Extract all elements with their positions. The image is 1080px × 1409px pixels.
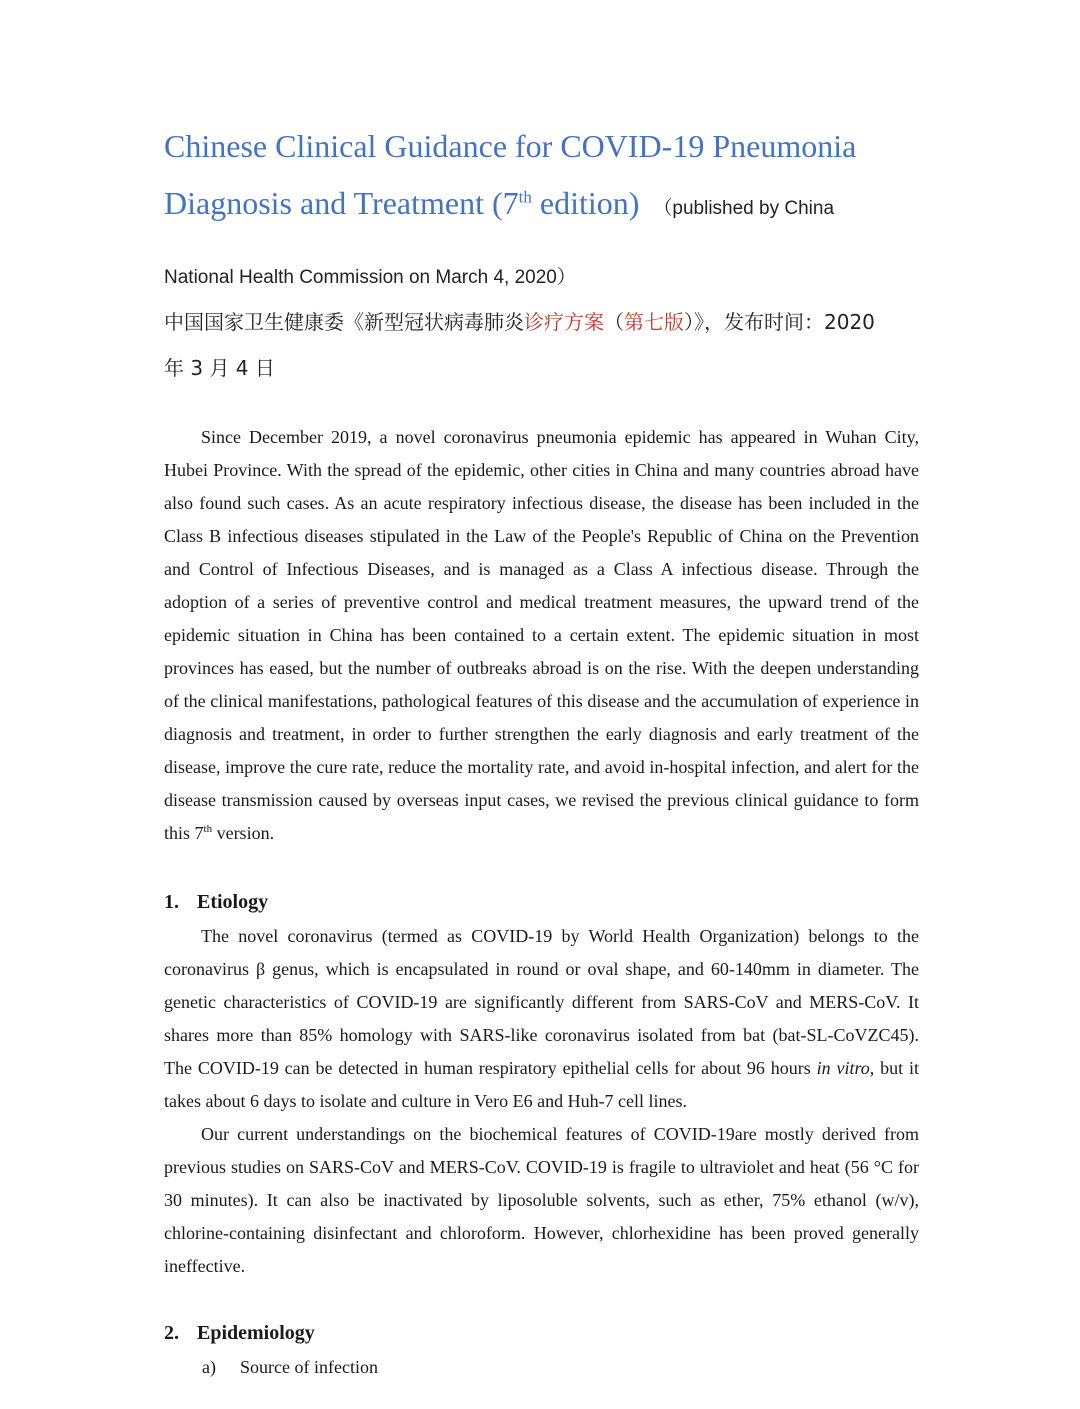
intro-text-end: version. bbox=[212, 823, 275, 843]
chinese-title bbox=[164, 299, 919, 345]
title-text-2-post: edition) bbox=[531, 185, 640, 221]
section-title: Epidemiology bbox=[197, 1322, 315, 1344]
sub-item-letter: a) bbox=[202, 1357, 216, 1377]
section-heading-epidemiology bbox=[164, 1319, 919, 1347]
section-number: 1. bbox=[164, 891, 179, 913]
chinese-title-part1: 中国国家卫生健康委《新型冠状病毒肺炎 bbox=[164, 310, 524, 334]
sub-item-text: Source of infection bbox=[240, 1357, 378, 1377]
intro-paragraph bbox=[164, 421, 919, 850]
title-text-2-pre: Diagnosis and Treatment (7 bbox=[164, 185, 519, 221]
etiology-p1-text-end: , but it takes about 6 days to isolate and culture in Vero E6 and Huh-7 cell lines. bbox=[164, 1058, 919, 1111]
publisher-text-2: National Health Commission on March 4, 2020） bbox=[164, 267, 576, 288]
title-line-2 bbox=[164, 175, 919, 237]
chinese-title-part2: （ bbox=[604, 310, 624, 334]
etiology-paragraph-2: Our current understandings on the biochemical features of COVID-19are mostly derived from previous studies on SARS-CoV and MERS-CoV. COVID-19 is fragile to ultraviolet and heat (56 °C for 30 minutes). It can also be inactivated by liposoluble solvents, such as ether, 75% ethanol (w/v), chlorine-containing disinfectant and chloroform. However, chlorhexidine has been proved generally ineffective. bbox=[164, 1124, 919, 1276]
title-text-1: Chinese Clinical Guidance for COVID-19 Pneumonia bbox=[164, 128, 857, 164]
etiology-p1-text: The novel coronavirus (termed as COVID-19 by World Health Organization) belongs to the coronavirus β genus, which is encapsulated in round or oval shape, and 60-140mm in diameter. The genetic characteristics of COVID-19 are significantly different from SARS-CoV and MERS-CoV. It shares more than 85% homology with SARS-like coronavirus isolated from bat (bat-SL-CoVZC45). The COVID-19 can be detected in human respiratory epithelial cells for about 96 hours bbox=[164, 926, 919, 1078]
etiology-paragraph-1 bbox=[164, 920, 919, 1118]
intro-superscript: th bbox=[203, 823, 213, 835]
chinese-title-part3: ）》，发布时间：2020 bbox=[684, 310, 875, 334]
section-number: 2. bbox=[164, 1322, 179, 1344]
chinese-title-highlight-2: 第七版 bbox=[624, 310, 684, 334]
title-line-1 bbox=[164, 118, 919, 175]
sub-item-source-of-infection bbox=[202, 1353, 919, 1381]
document-content bbox=[164, 118, 919, 1381]
section-heading-etiology bbox=[164, 888, 919, 916]
chinese-title-highlight-1: 诊疗方案 bbox=[524, 310, 604, 334]
publisher-text-1: （published by China bbox=[653, 198, 835, 219]
etiology-p1-italic: in vitro bbox=[816, 1058, 870, 1078]
intro-text: Since December 2019, a novel coronavirus pneumonia epidemic has appeared in Wuhan City, Hubei Province. With the spread of the epidemic, other cities in China and many countries abroad have also found such cases. As an acute respiratory infectious disease, the disease has been included in the Class B infectious diseases stipulated in the Law of the People's Republic of China on the Prevention and Control of Infectious Diseases, and is managed as a Class A infectious disease. Through the adoption of a series of preventive control and medical treatment measures, the upward trend of the epidemic situation in China has been contained to a certain extent. The epidemic situation in most provinces has eased, but the number of outbreaks abroad is on the rise. With the deepen understanding of the clinical manifestations, pathological features of this disease and the accumulation of experience in diagnosis and treatment, in order to further strengthen the early diagnosis and early treatment of the disease, improve the cure rate, reduce the mortality rate, and avoid in-hospital infection, and alert for the disease transmission caused by overseas input cases, we revised the previous clinical guidance to form this 7 bbox=[164, 427, 919, 843]
section-title: Etiology bbox=[197, 891, 269, 913]
chinese-date-line: 年 3 月 4 日 bbox=[164, 356, 275, 380]
title-superscript: th bbox=[518, 187, 532, 207]
